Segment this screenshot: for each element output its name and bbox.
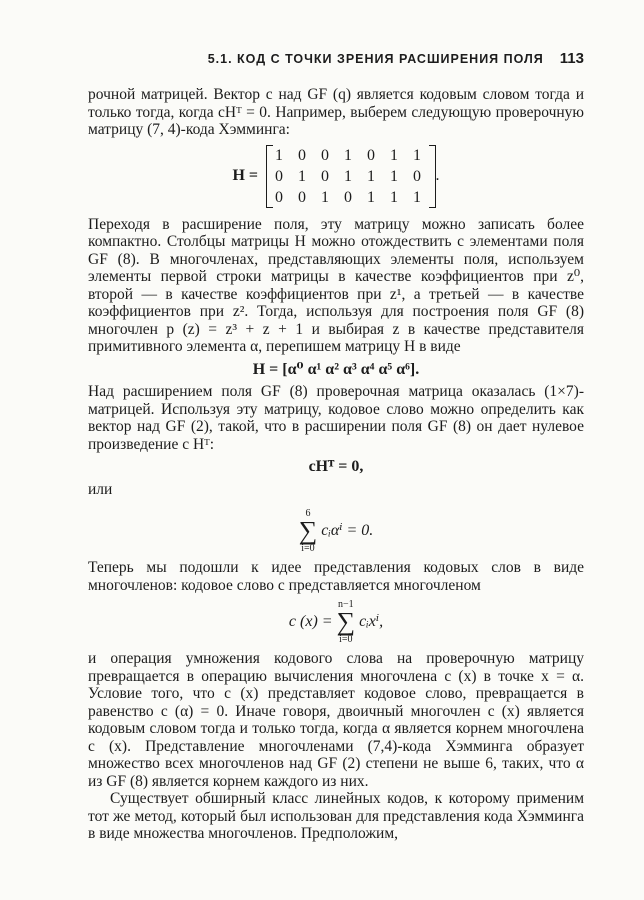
equation-h-alpha: H = [α⁰ α¹ α² α³ α⁴ α⁵ α⁶]. <box>252 360 420 378</box>
paragraph-1: рочной матрицей. Вектор c над GF (q) является кодовым словом тогда и только тогда, когда cHᵀ = 0. Например, выберем следующую проверочную матрицу (7, 4)-кода Хэмминга: <box>88 86 584 138</box>
sum-2-lower: i=0 <box>339 634 353 645</box>
matrix-row-3: 0 0 1 0 1 1 1 <box>275 188 427 206</box>
paragraph-6: и операция умножения кодового слова на проверочную матрицу превращается в операцию вычисления многочлена c (x) в точке x = α. Условие того, что c (x) представляет кодовое слово, превращается в равенство c (α) = 0. Иначе говоря, двоичный многочлен c (x) является кодовым словом тогда и только тогда, когда α является корнем многочлена c (x). Представление многочленами (7,4)-кода Хэмминга образует множество всех многочленов над GF (2) степени не выше 6, таких, что α из GF (8) является корнем каждого из них. <box>88 650 584 790</box>
section-title: 5.1. КОД С ТОЧКИ ЗРЕНИЯ РАСШИРЕНИЯ ПОЛЯ <box>207 52 544 66</box>
sum-1-body: cᵢαⁱ = 0. <box>321 522 374 540</box>
matrix-row-2: 0 1 0 1 1 1 0 <box>275 167 427 185</box>
paragraph-2: Переходя в расширение поля, эту матрицу можно записать более компактно. Столбцы матрицы H можно отождествить с элементами поля GF (8). В многочленах, представляющих элементы поля, используем элементы первой строки матрицы в качестве коэффициентов при z⁰, второй — в качестве коэффициентов при z¹, а третьей — в качестве коэффициентов при z². Тогда, используя для построения поля GF (8) многочлен p (z) = z³ + z + 1 и выбирая z в качестве представителя примитивного элемента α, перепишем матрицу H в виде <box>88 215 584 355</box>
matrix-lhs: H = <box>232 167 259 185</box>
paragraph-7: Существует обширный класс линейных кодов, к которому применим тот же метод, который был использован для представления кода Хэмминга в виде множества многочленов. Предположим, <box>88 790 584 842</box>
sum-1-upper: 6 <box>305 508 311 519</box>
matrix-equation <box>88 145 584 208</box>
paragraph-or: или <box>88 480 113 498</box>
sum-1-lower: i=0 <box>301 543 315 554</box>
paragraph-5: Теперь мы подошли к идее представления кодовых слов в виде многочленов: кодовое слово c представляется многочленом <box>88 559 584 594</box>
matrix-row-1: 1 0 0 1 0 1 1 <box>275 146 427 164</box>
sum-2-lhs: c (x) = <box>288 613 333 631</box>
paragraph-3: Над расширением поля GF (8) проверочная матрица оказалась (1×7)-матрицей. Используя эту матрицу, кодовое слово можно определить как вектор над GF (2), такой, что в расширении поля GF (8) он дает нулевое произведение с Hᵀ: <box>88 383 584 453</box>
sigma-sum-1: 6 ∑ i=0 <box>298 508 318 554</box>
equation-cht: cHᵀ = 0, <box>308 458 364 475</box>
matrix <box>266 145 436 208</box>
matrix-period: . <box>435 167 440 185</box>
running-header <box>88 50 584 67</box>
page-body <box>88 86 584 843</box>
sum-2-upper: n−1 <box>338 599 354 610</box>
sum-2-body: cᵢxⁱ, <box>359 613 384 631</box>
equation-sum-2 <box>88 599 584 645</box>
sigma-sum-2: n−1 ∑ i=0 <box>336 599 356 645</box>
equation-sum-1 <box>88 503 584 554</box>
page-number: 113 <box>559 50 584 67</box>
